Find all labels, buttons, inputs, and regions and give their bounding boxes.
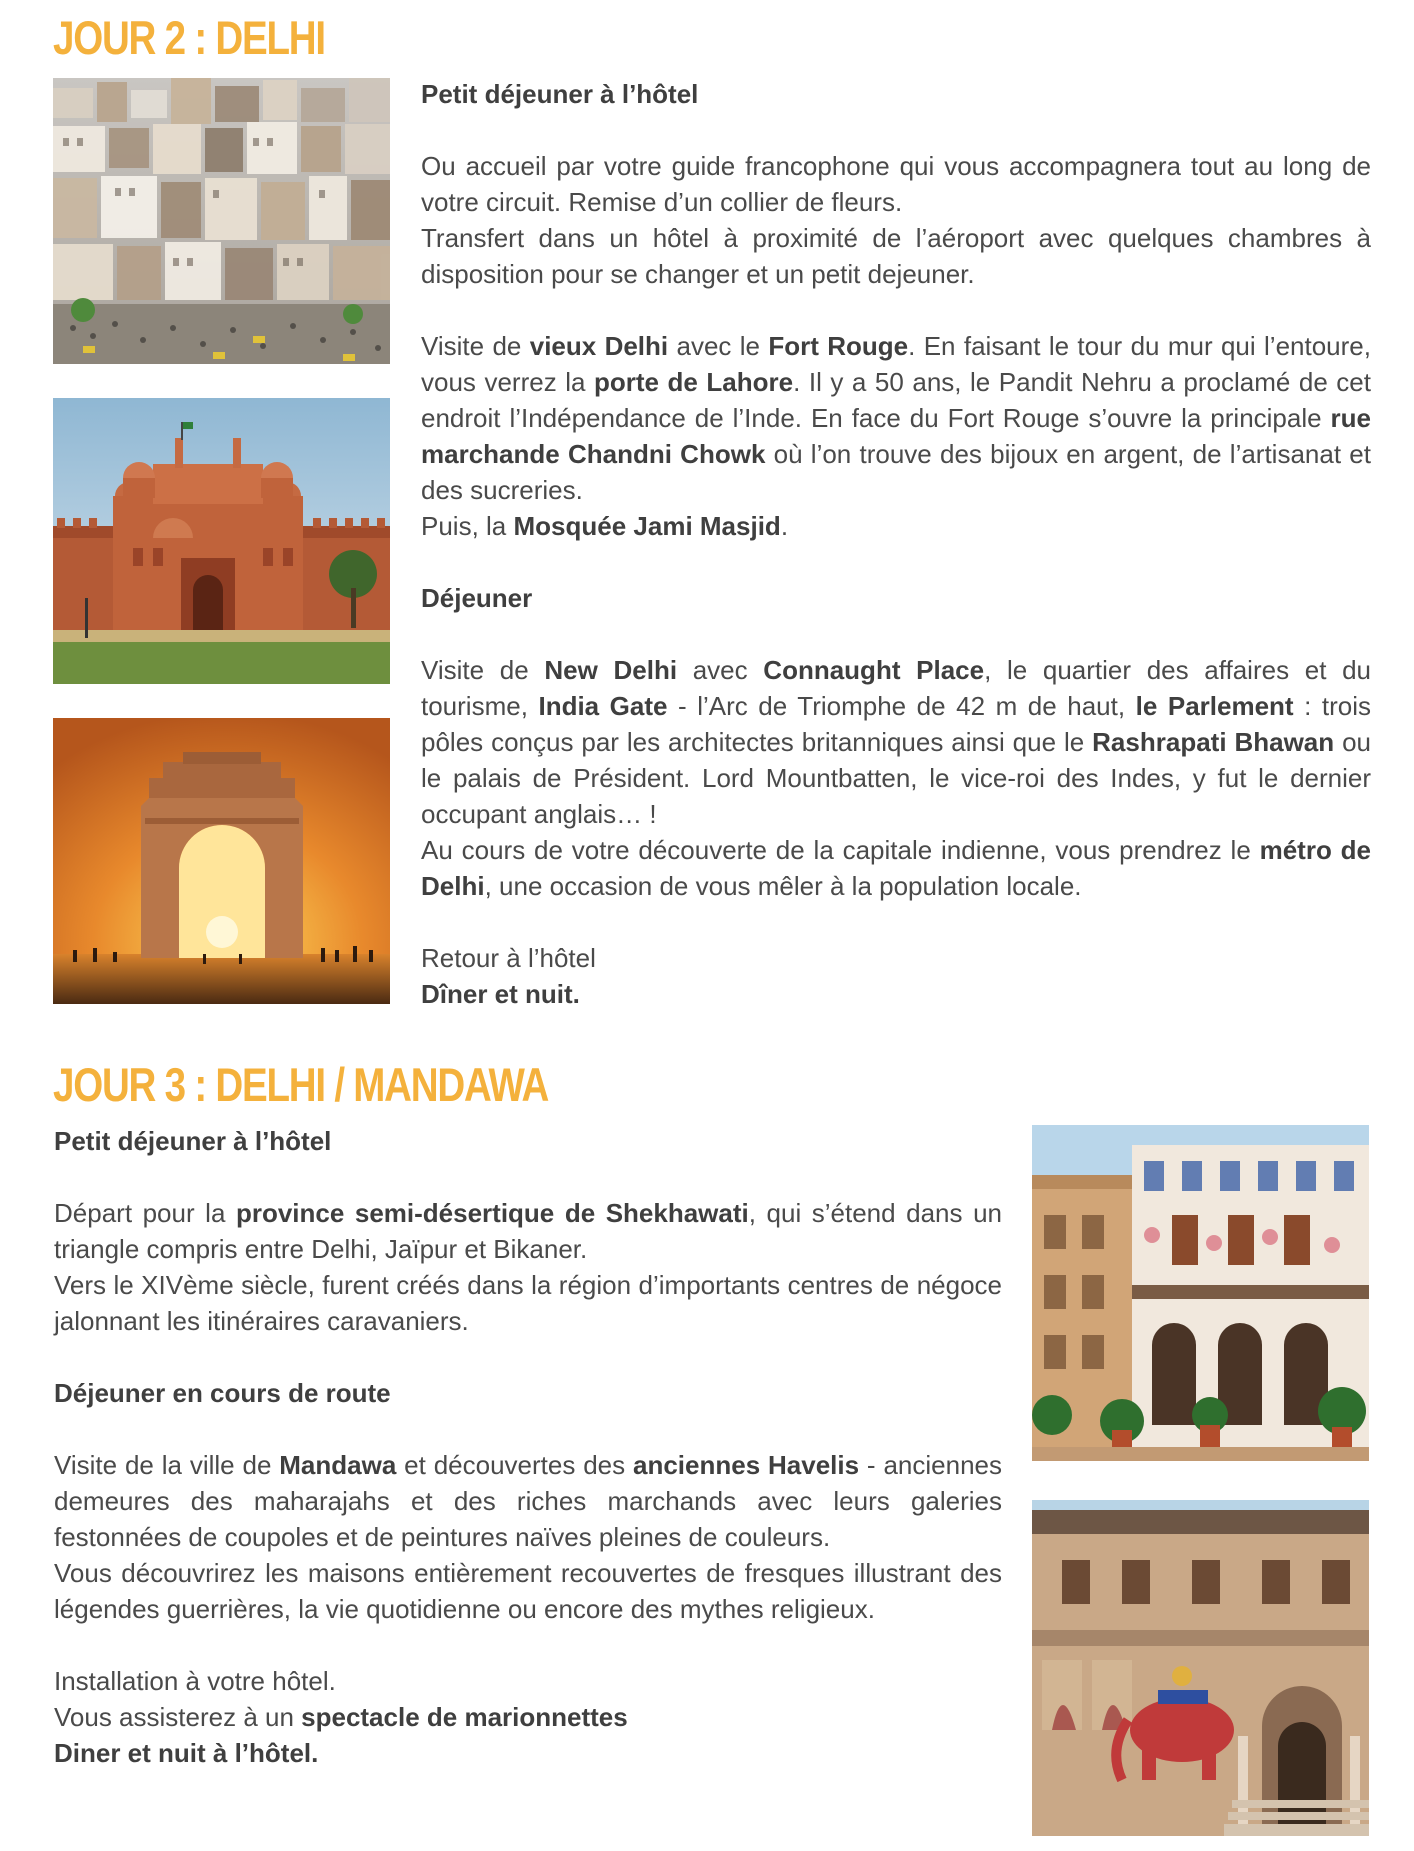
- day3-install: Installation à votre hôtel.: [54, 1666, 336, 1696]
- day2-dinner: Dîner et nuit.: [421, 979, 580, 1009]
- india-gate-photo: [53, 718, 390, 1004]
- day2-title: JOUR 2 : DELHI: [53, 11, 325, 64]
- day3-title: JOUR 3 : DELHI / MANDAWA: [53, 1058, 549, 1111]
- day3-lunch: Déjeuner en cours de route: [54, 1378, 391, 1408]
- red-fort-photo: [53, 398, 390, 684]
- day2-mosque-paragraph: Puis, la Mosquée Jami Masjid.: [421, 511, 789, 541]
- day2-return: Retour à l’hôtel: [421, 943, 596, 973]
- day2-new-delhi-paragraph: Visite de New Delhi avec Connaught Place, le quartier des affaires et du tourisme, India Gate - l’Arc de Triomphe de 42 m de haut, le Parlement : trois pôles conçus par les architectes britanniques ainsi que le Rashrapati Bhawan ou le palais de Président. Lord Mountbatten, le vice-roi des Indes, y fut le dernier occupant anglais… !: [421, 655, 1372, 829]
- day3-frescoes-paragraph: Vous découvrirez les maisons entièrement recouvertes de fresques illustrant des légendes guerrières, la vie quotidienne ou encore des mythes religieux.: [54, 1558, 1002, 1624]
- day2-old-delhi-paragraph: Visite de vieux Delhi avec le Fort Rouge. En faisant le tour du mur qui l’entoure, vous verrez la porte de Lahore. Il y a 50 ans, le Pandit Nehru a proclamé de cet endroit l’Indépendance de l’Inde. En face du Fort Rouge s’ouvre la principale rue marchande Chandni Chowk où l’on trouve des bijoux en argent, de l’artisanat et des sucreries.: [421, 331, 1371, 505]
- day2-breakfast: Petit déjeuner à l’hôtel: [421, 79, 699, 109]
- day3-dinner: Diner et nuit à l’hôtel.: [54, 1738, 319, 1768]
- day2-welcome-paragraph: Ou accueil par votre guide francophone qui vous accompagnera tout au long de votre circuit. Remise d’un collier de fleurs.: [421, 151, 1371, 217]
- day2-lunch: Déjeuner: [421, 583, 533, 613]
- day3-history-paragraph: Vers le XIVème siècle, furent créés dans la région d’importants centres de négoce jalonnant les itinéraires caravaniers.: [54, 1270, 1002, 1336]
- day3-mandawa-paragraph: Visite de la ville de Mandawa et découvertes des anciennes Havelis - anciennes demeures des maharajahs et des riches marchands avec leurs galeries festonnées de coupoles et de peintures naïves pleines de couleurs.: [54, 1450, 1002, 1552]
- day2-content: [421, 76, 1371, 1012]
- day3-puppets: Vous assisterez à un spectacle de marionnettes: [54, 1702, 628, 1732]
- old-delhi-photo: [53, 78, 390, 364]
- haveli-facade-photo: [1032, 1125, 1369, 1461]
- day3-content: [54, 1123, 1002, 1771]
- day3-breakfast: Petit déjeuner à l’hôtel: [54, 1126, 332, 1156]
- day3-departure-paragraph: Départ pour la province semi-désertique de Shekhawati, qui s’étend dans un triangle compris entre Delhi, Jaïpur et Bikaner.: [54, 1198, 1002, 1264]
- day2-transfer-paragraph: Transfert dans un hôtel à proximité de l’aéroport avec quelques chambres à disposition pour se changer et un petit dejeuner.: [421, 223, 1371, 289]
- haveli-fresco-photo: [1032, 1500, 1369, 1836]
- day2-metro-paragraph: Au cours de votre découverte de la capitale indienne, vous prendrez le métro de Delhi, une occasion de vous mêler à la population locale.: [421, 835, 1371, 901]
